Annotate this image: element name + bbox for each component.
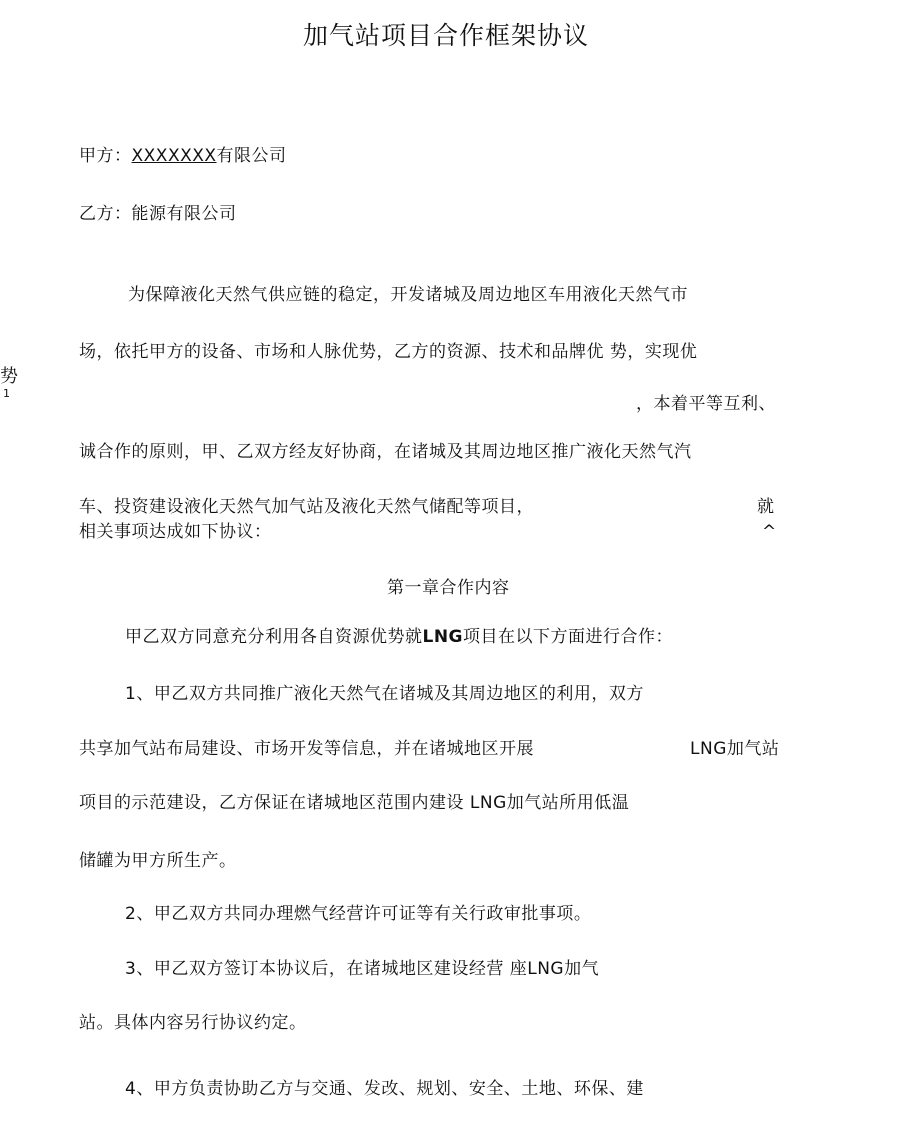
intro-post: 项目在以下方面进行合作： (463, 627, 674, 647)
preamble-line-6: 相关事项达成如下协议： (79, 522, 272, 542)
item-1-line-4: 储罐为甲方所生产。 (79, 851, 237, 871)
item-1-line-2-end: LNG加气站 (690, 739, 780, 759)
intro-pre: 甲乙双方同意充分利用各自资源优势就 (125, 627, 423, 647)
intro-line (125, 626, 673, 648)
preamble-line-6-mark: ^ (762, 522, 777, 542)
preamble-line-1: 为保障液化天然气供应链的稳定，开发诸城及周边地区车用液化天然气市 (128, 285, 688, 305)
party-b-line: 乙方：能源有限公司 (79, 204, 237, 224)
party-a-name-placeholder: XXXXXXX (131, 146, 217, 166)
item-2: 2、甲乙双方共同办理燃气经营许可证等有关行政审批事项。 (125, 904, 592, 924)
item-1-line-3: 项目的示范建设，乙方保证在诸城地区范围内建设 LNG加气站所用低温 (79, 793, 630, 813)
preamble-line-5-end: 就 (757, 497, 775, 517)
document-title: 加气站项目合作框架协议 (303, 21, 590, 50)
item-1-line-2: 共享加气站布局建设、市场开发等信息，并在诸城地区开展 (79, 739, 534, 759)
party-a-line (79, 145, 287, 167)
preamble-line-2: 场，依托甲方的设备、市场和人脉优势，乙方的资源、技术和品牌优 势，实现优 (79, 342, 698, 362)
party-a-name-suffix: 有限公司 (216, 146, 287, 166)
intro-lng: LNG (422, 627, 464, 647)
item-3-line-2: 站。具体内容另行协议约定。 (79, 1013, 307, 1033)
party-a-label: 甲方： (79, 146, 132, 166)
chapter-heading: 第一章合作内容 (387, 578, 510, 598)
item-4-line-1: 4、甲方负责协助乙方与交通、发改、规划、安全、土地、环保、建 (125, 1079, 644, 1099)
item-3-line-1: 3、甲乙双方签订本协议后，在诸城地区建设经营 座LNG加气 (125, 959, 600, 979)
preamble-line-5: 车、投资建设液化天然气加气站及液化天然气储配等项目， (79, 497, 534, 517)
margin-note-mark: 1 (3, 387, 11, 400)
margin-note-char: 势 (0, 366, 19, 387)
item-1-line-1: 1、甲乙双方共同推广液化天然气在诸城及其周边地区的利用，双方 (125, 684, 644, 704)
preamble-line-3: ，本着平等互利、 (636, 394, 776, 414)
preamble-line-4: 诚合作的原则，甲、乙双方经友好协商，在诸城及其周边地区推广液化天然气汽 (79, 442, 692, 462)
